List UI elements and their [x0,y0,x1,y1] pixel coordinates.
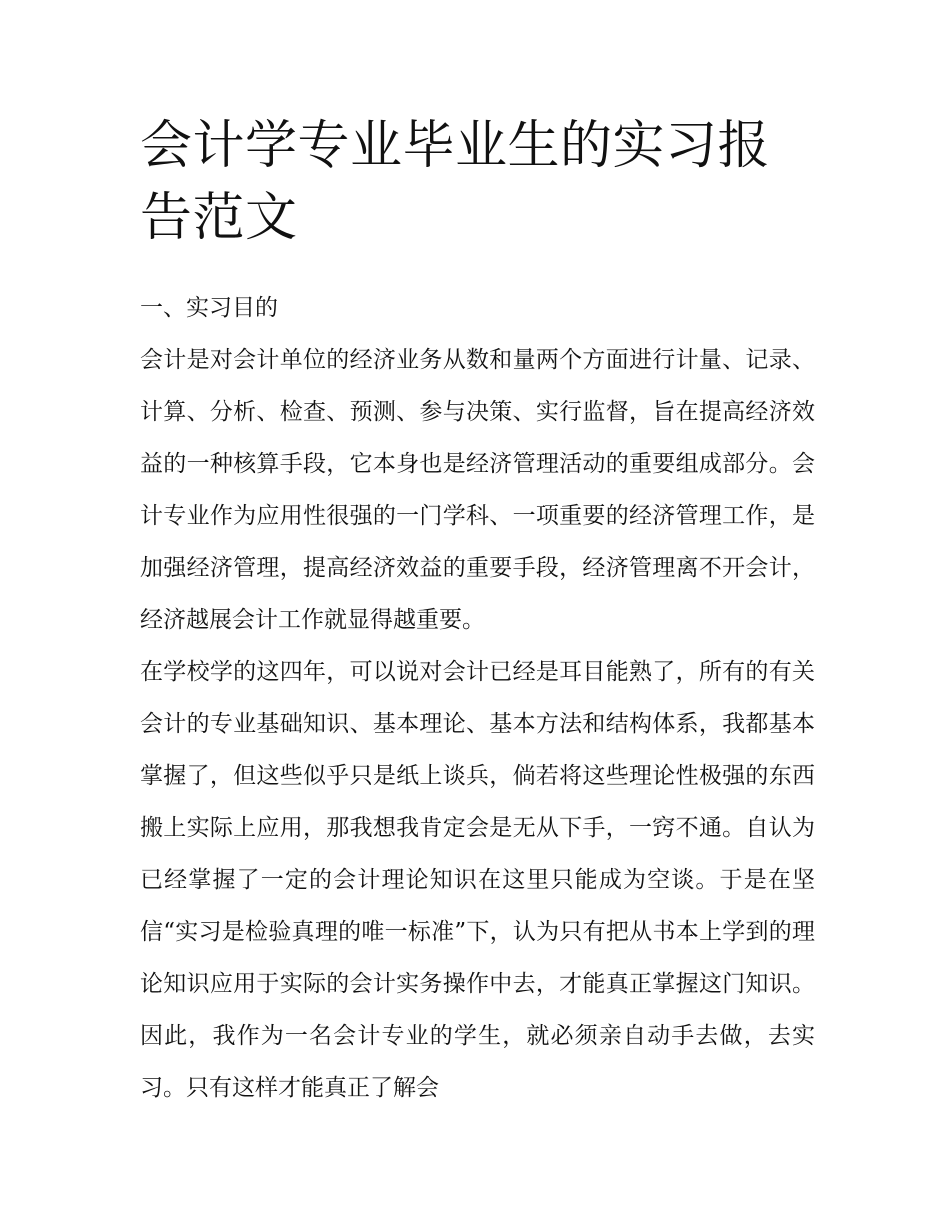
document-title: 会计学专业毕业生的实习报告范文 [140,116,771,248]
document-page [140,110,815,1114]
section-heading: 一、实习目的 [140,295,278,321]
paragraph-2: 在学校学的这四年，可以说对会计已经是耳目能熟了，所有的有关会计的专业基础知识、基本理论、基本方法和结构体系，我都基本掌握了，但这些似乎只是纸上谈兵，倘若将这些理论性极强的东西搬上实际上应用，那我想我肯定会是无从下手，一窍不通。自认为已经掌握了一定的会计理论知识在这里只能成为空谈。于是在坚信“实习是检验真理的唯一标准”下，认为只有把从书本上学到的理论知识应用于实际的会计实务操作中去，才能真正掌握这门知识。因此，我作为一名会计专业的学生，就必须亲自动手去做，去实习。只有这样才能真正了解会 [140,659,815,1101]
paragraph-1: 会计是对会计单位的经济业务从数和量两个方面进行计量、记录、计算、分析、检查、预测、参与决策、实行监督，旨在提高经济效益的一种核算手段，它本身也是经济管理活动的重要组成部分。会计专业作为应用性很强的一门学科、一项重要的经济管理工作，是加强经济管理，提高经济效益的重要手段，经济管理离不开会计，经济越展会计工作就显得越重要。 [140,347,815,633]
